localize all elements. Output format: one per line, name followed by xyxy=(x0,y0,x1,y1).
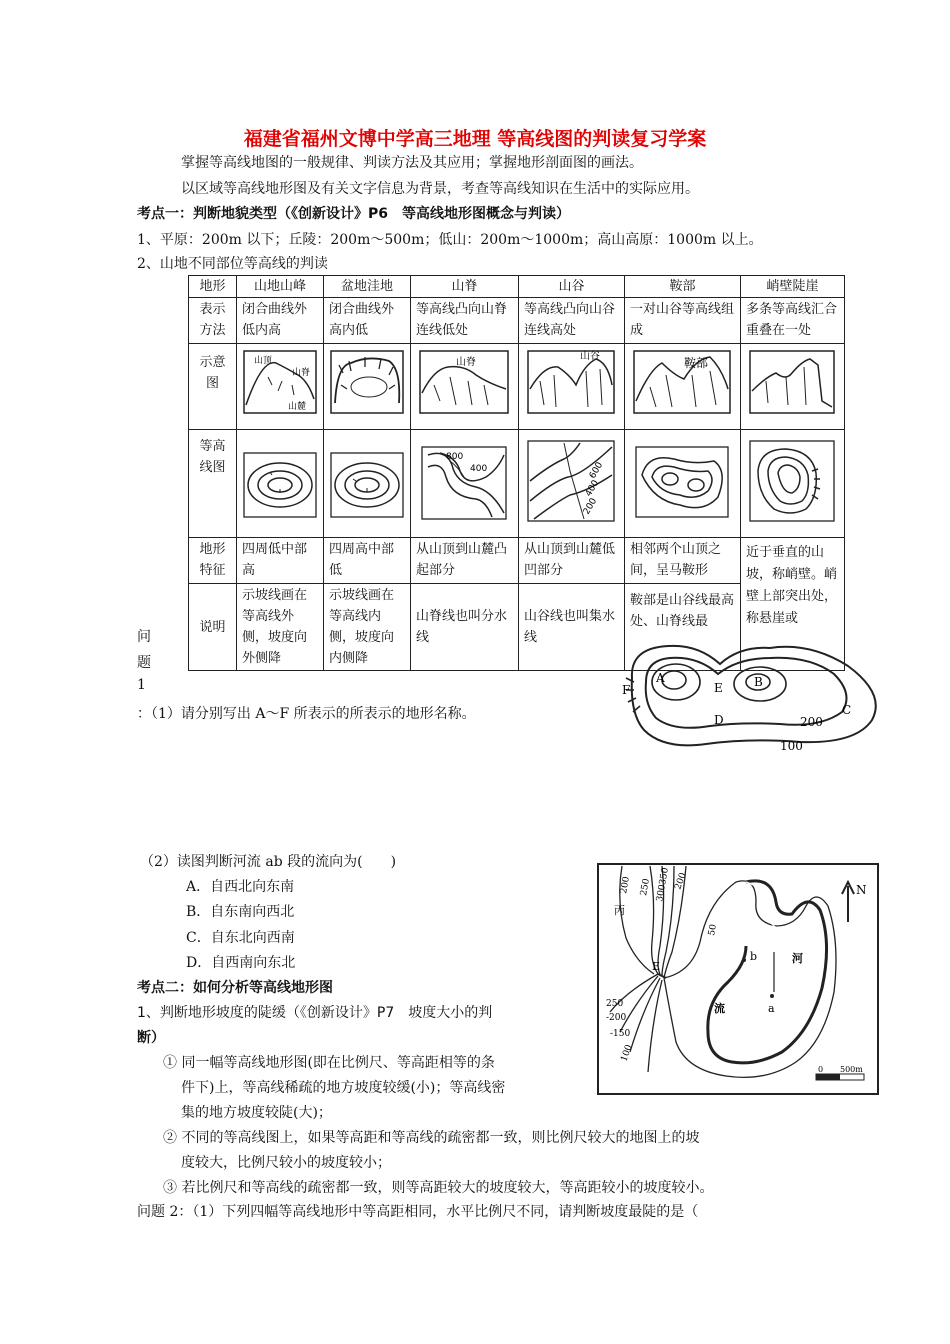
kp1-item-2: 2、山地不同部位等高线的判读 xyxy=(137,256,328,272)
valley-400-label: 400 xyxy=(583,478,602,499)
q1-map-label-a: A xyxy=(656,671,665,685)
sketch-valley xyxy=(519,344,625,430)
note-cell: 示坡线画在等高线内侧，坡度向内侧降 xyxy=(324,584,411,671)
row-sketch-label: 示意图 xyxy=(189,344,237,430)
row-method-label: 表示方法 xyxy=(189,298,237,344)
q1-map-label-200: 200 xyxy=(800,715,823,729)
river-map-liu-label: 流 xyxy=(714,1002,725,1015)
saddle-label: 鞍部 xyxy=(684,356,709,370)
feature-cell: 近于垂直的山坡，称峭壁。峭壁上部突出处，称悬崖或 xyxy=(746,545,838,626)
peak-ridge-label: 山脊 xyxy=(292,368,311,378)
intro-line-1: 掌握等高线地图的一般规律、判读方法及其应用；掌握地形剖面图的画法。 xyxy=(181,155,643,171)
q1-sub-1: ：（1）请分别写出 A～F 所表示的所表示的地形名称。 xyxy=(137,706,476,722)
valley-label: 山谷 xyxy=(580,351,600,362)
kp2-item-1b: 断） xyxy=(137,1030,165,1046)
row-feature-label: 地形特征 xyxy=(189,538,237,584)
th-ridge: 山脊 xyxy=(411,276,519,298)
basin-sketch-illustration xyxy=(329,345,405,417)
sketch-cliff xyxy=(741,344,845,430)
river-map-250b-label: 250 xyxy=(606,999,624,1009)
river-map-200-label: 200 xyxy=(619,875,632,895)
river-map-b-label: b xyxy=(750,950,758,963)
kp2-p2b: 度较大，比例尺较小的坡度较小； xyxy=(181,1155,391,1171)
ridge-sketch-illustration xyxy=(416,345,512,417)
sketch-peak xyxy=(237,344,324,430)
sketch-saddle xyxy=(625,344,741,430)
row-note-label: 说明 xyxy=(189,584,237,671)
contour-cliff xyxy=(741,430,845,538)
kp2-heading: 考点二：如何分析等高线地形图 xyxy=(137,980,333,996)
feature-cell: 从山顶到山麓凸起部分 xyxy=(411,538,519,584)
kp1-heading: 考点一：判断地貌类型（《创新设计》P6 等高线地形图概念与判读） xyxy=(137,206,571,222)
q1-map-label-d: D xyxy=(714,713,724,727)
q1-side-label-1: 问 xyxy=(137,629,151,645)
q1-side-label-2: 题 xyxy=(137,655,151,671)
river-map-100-label: 100 xyxy=(619,1043,635,1064)
kp2-p1b: 件下)上，等高线稀疏的地方坡度较缓(小)；等高线密 xyxy=(181,1080,506,1096)
contour-basin xyxy=(324,430,411,538)
ridge-label: 山脊 xyxy=(456,357,476,368)
feature-cell: 四周低中部高 xyxy=(237,538,324,584)
q1-map-label-100: 100 xyxy=(780,739,803,753)
intro-line-2: 以区域等高线地形图及有关文字信息为背景，考查等高线知识在生活中的实际应用。 xyxy=(181,181,699,197)
river-map-scale-label: 500m xyxy=(840,1065,863,1074)
contour-peak xyxy=(237,430,324,538)
q1-option-b: B．自东南向西北 xyxy=(186,904,295,920)
th-valley: 山谷 xyxy=(519,276,625,298)
terrain-table xyxy=(188,275,845,671)
river-contour-map xyxy=(596,862,880,1096)
river-map-300-label: 300350 xyxy=(655,866,671,903)
method-cell: 等高线凸向山脊连线低处 xyxy=(411,298,519,344)
q1-option-c: C．自东北向西南 xyxy=(186,930,295,946)
sketch-ridge xyxy=(411,344,519,430)
peak-contour-map xyxy=(242,431,318,527)
feature-cell: 相邻两个山顶之间，呈马鞍形 xyxy=(625,538,741,584)
river-map-a-label: a xyxy=(768,1002,775,1015)
th-saddle: 鞍部 xyxy=(625,276,741,298)
feature-cell: 从山顶到山麓低凹部分 xyxy=(519,538,625,584)
saddle-contour-map xyxy=(630,431,734,527)
valley-sketch-illustration xyxy=(524,345,618,417)
th-terrain: 地形 xyxy=(189,276,237,298)
feature-cell: 四周高中部低 xyxy=(324,538,411,584)
river-map-150-label: -150 xyxy=(610,1029,631,1039)
method-cell: 多条等高线汇合重叠在一处 xyxy=(741,298,845,344)
river-map-north-label: N xyxy=(856,883,867,897)
kp2-p1c: 集的地方坡度较陡(大)； xyxy=(181,1105,332,1121)
peak-top-label: 山顶 xyxy=(254,356,273,366)
river-map-e-label: E xyxy=(652,960,661,973)
th-peak: 山地山峰 xyxy=(237,276,324,298)
kp2-p1a: ① 同一幅等高线地形图(即在比例尺、等高距相等的条 xyxy=(163,1055,495,1071)
method-cell: 一对山谷等高线组成 xyxy=(625,298,741,344)
valley-600-label: 600 xyxy=(587,460,606,481)
contour-ridge xyxy=(411,430,519,538)
q1-map-label-b: B xyxy=(754,675,763,689)
q1-side-label-3: 1 xyxy=(137,677,146,693)
note-cell: 鞍部是山谷线最高处、山脊线最 xyxy=(630,593,735,629)
saddle-sketch-illustration xyxy=(630,345,734,417)
method-cell: 闭合曲线外高内低 xyxy=(324,298,411,344)
kp1-item-1: 1、平原：200m 以下；丘陵：200m～500m；低山：200m～1000m；高山高原：1000m 以上。 xyxy=(137,232,763,248)
note-cell: 示坡线画在等高线外侧，坡度向外侧降 xyxy=(237,584,324,671)
ridge-400-label: 400 xyxy=(470,464,488,474)
peak-foot-label: 山麓 xyxy=(288,402,307,412)
th-cliff: 峭壁陡崖 xyxy=(741,276,845,298)
river-map-250-label: 250 xyxy=(639,877,652,897)
ridge-contour-map xyxy=(416,431,512,527)
cliff-sketch-illustration xyxy=(746,345,838,417)
note-cell: 山谷线也叫集水线 xyxy=(519,584,625,671)
kp2-p3: ③ 若比例尺和等高线的疏密都一致，则等高距较大的坡度较大，等高距较小的坡度较小。 xyxy=(163,1180,714,1196)
sketch-basin xyxy=(324,344,411,430)
th-basin: 盆地洼地 xyxy=(324,276,411,298)
river-map-bing-label: 丙 xyxy=(614,904,625,917)
q1-sub-2: （2）读图判断河流 ab 段的流向为( ) xyxy=(140,854,397,870)
page-title: 福建省福州文博中学高三地理 等高线图的判读复习学案 xyxy=(243,128,707,150)
peak-sketch-illustration xyxy=(242,345,318,417)
row-contour-label: 等高线图 xyxy=(189,430,237,538)
kp2-question-2: 问题 2：（1）下列四幅等高线地形中等高距相同，水平比例尺不同，请判断坡度最陡的是（ xyxy=(137,1204,699,1220)
river-map-200b-label: 200 xyxy=(673,871,689,892)
river-map-200c-label: -200 xyxy=(606,1013,627,1023)
cliff-contour-map xyxy=(746,431,838,527)
basin-contour-map xyxy=(329,431,405,527)
note-cell: 山脊线也叫分水线 xyxy=(411,584,519,671)
method-cell: 闭合曲线外低内高 xyxy=(237,298,324,344)
river-map-he-label: 河 xyxy=(792,952,803,965)
kp2-item-1a: 1、判断地形坡度的陡缓（《创新设计》P7 坡度大小的判 xyxy=(137,1005,493,1021)
valley-200-label: 200 xyxy=(581,496,600,517)
q1-option-d: D．自西南向东北 xyxy=(186,955,296,971)
kp2-p2a: ② 不同的等高线图上，如果等高距和等高线的疏密都一致，则比例尺较大的地图上的坡 xyxy=(163,1130,700,1146)
contour-valley xyxy=(519,430,625,538)
ridge-800-label: 800 xyxy=(446,452,464,462)
q1-map-label-f: F xyxy=(622,683,631,697)
q1-map-label-e: E xyxy=(714,681,723,695)
river-map-scale-zero: 0 xyxy=(818,1065,824,1074)
q1-map-label-c: C xyxy=(842,703,852,717)
river-map-50-label: 50 xyxy=(707,923,719,937)
valley-contour-map xyxy=(524,431,618,527)
q1-option-a: A．自西北向东南 xyxy=(186,879,295,895)
q1-contour-map xyxy=(620,638,888,756)
contour-saddle xyxy=(625,430,741,538)
method-cell: 等高线凸向山谷连线高处 xyxy=(519,298,625,344)
